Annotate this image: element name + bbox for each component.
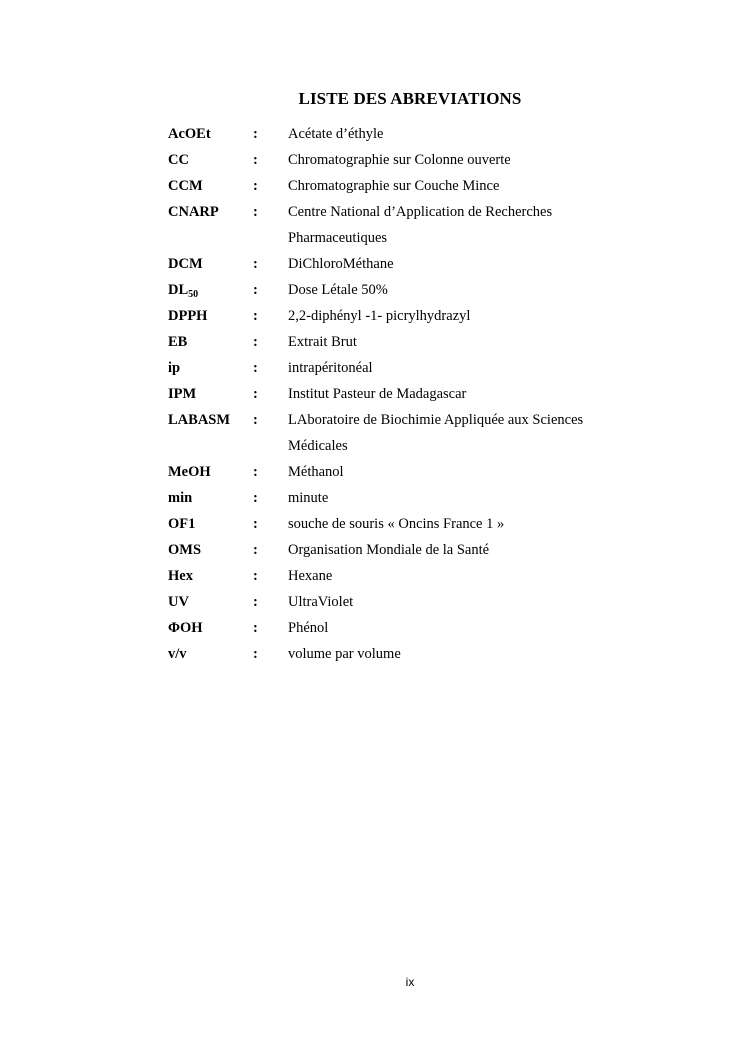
- separator-colon: :: [253, 386, 258, 402]
- separator-colon: :: [253, 594, 258, 610]
- abbreviation-row: [168, 254, 628, 280]
- abbreviation-term: [168, 280, 198, 300]
- abbreviation-list: [168, 124, 628, 670]
- abbreviation-term-text: DCM: [168, 256, 203, 272]
- abbreviation-row: [168, 488, 628, 514]
- abbreviation-definition: 2,2-diphényl -1- picrylhydrazyl: [288, 308, 471, 324]
- abbreviation-definition: Dose Létale 50%: [288, 282, 388, 298]
- abbreviation-row: [168, 410, 628, 436]
- abbreviation-definition: minute: [288, 490, 329, 506]
- abbreviation-term-text: ip: [168, 360, 181, 376]
- abbreviation-term: [168, 332, 187, 352]
- separator-colon: :: [253, 360, 258, 376]
- abbreviation-term: [168, 566, 193, 586]
- abbreviation-term-text: CCM: [168, 178, 203, 194]
- abbreviation-term-text: OF1: [168, 516, 196, 532]
- abbreviation-definition: Méthanol: [288, 464, 344, 480]
- abbreviation-term-text: DPPH: [168, 308, 208, 324]
- separator-colon: :: [253, 126, 258, 142]
- abbreviation-row: [168, 280, 628, 306]
- abbreviation-definition: LAboratoire de Biochimie Appliquée aux Sciences: [288, 412, 584, 428]
- abbreviation-term: [168, 410, 230, 430]
- abbreviation-definition: UltraViolet: [288, 594, 354, 610]
- abbreviation-term-text: min: [168, 490, 193, 506]
- abbreviation-term-text: v/v: [168, 646, 187, 662]
- abbreviation-term: [168, 150, 189, 170]
- abbreviation-definition: Chromatographie sur Couche Mince: [288, 178, 500, 194]
- abbreviation-term-text: OMS: [168, 542, 202, 558]
- abbreviation-row: [168, 566, 628, 592]
- abbreviation-term: [168, 488, 192, 508]
- abbreviation-term-text: ΦOH: [168, 620, 203, 636]
- abbreviation-row: [168, 514, 628, 540]
- abbreviation-definition: Extrait Brut: [288, 334, 357, 350]
- abbreviation-row: [168, 124, 628, 150]
- abbreviation-term: [168, 384, 196, 404]
- separator-colon: :: [253, 568, 258, 584]
- abbreviation-term: [168, 462, 211, 482]
- abbreviation-term: [168, 644, 187, 664]
- abbreviation-term-text: IPM: [168, 386, 197, 402]
- abbreviation-row-continuation: [168, 228, 628, 254]
- abbreviation-row: [168, 176, 628, 202]
- abbreviation-row-continuation: [168, 436, 628, 462]
- separator-colon: :: [253, 282, 258, 298]
- abbreviation-term-text: MeOH: [168, 464, 211, 480]
- abbreviation-definition: Organisation Mondiale de la Santé: [288, 542, 490, 558]
- page-title: LISTE DES ABREVIATIONS: [298, 89, 522, 108]
- abbreviation-definition: Médicales: [288, 438, 348, 454]
- abbreviation-definition: intrapéritonéal: [288, 360, 373, 376]
- abbreviation-row: [168, 384, 628, 410]
- separator-colon: :: [253, 256, 258, 272]
- abbreviation-row: [168, 618, 628, 644]
- abbreviation-term: [168, 176, 203, 196]
- separator-colon: :: [253, 490, 258, 506]
- abbreviation-subscript: 50: [188, 289, 199, 300]
- abbreviation-definition: souche de souris « Oncins France 1 »: [288, 516, 505, 532]
- separator-colon: :: [253, 646, 258, 662]
- abbreviation-definition: Pharmaceutiques: [288, 230, 388, 246]
- abbreviation-row: [168, 306, 628, 332]
- abbreviation-row: [168, 540, 628, 566]
- abbreviation-definition: Acétate d’éthyle: [288, 126, 384, 142]
- abbreviation-definition: volume par volume: [288, 646, 401, 662]
- abbreviation-term: [168, 540, 201, 560]
- abbreviation-row: [168, 462, 628, 488]
- abbreviation-term: [168, 514, 195, 534]
- abbreviation-term-text: AcOEt: [168, 126, 211, 142]
- abbreviation-definition: DiChloroMéthane: [288, 256, 394, 272]
- abbreviation-row: [168, 202, 628, 228]
- abbreviation-term: [168, 358, 180, 378]
- abbreviation-definition: Institut Pasteur de Madagascar: [288, 386, 467, 402]
- separator-colon: :: [253, 334, 258, 350]
- abbreviation-definition: Centre National d’Application de Recherches: [288, 204, 553, 220]
- abbreviation-definition: Hexane: [288, 568, 333, 584]
- abbreviation-definition: Chromatographie sur Colonne ouverte: [288, 152, 511, 168]
- separator-colon: :: [253, 308, 258, 324]
- abbreviation-term: [168, 124, 211, 144]
- abbreviation-definition: Phénol: [288, 620, 329, 636]
- separator-colon: :: [253, 412, 258, 428]
- abbreviation-term-text: CNARP: [168, 204, 219, 220]
- abbreviation-term: [168, 618, 203, 638]
- page-number: ix: [405, 975, 415, 989]
- separator-colon: :: [253, 620, 258, 636]
- separator-colon: :: [253, 516, 258, 532]
- abbreviation-row: [168, 592, 628, 618]
- abbreviation-term-text: CC: [168, 152, 189, 168]
- abbreviation-term: [168, 592, 189, 612]
- abbreviation-term-text: LABASM: [168, 412, 231, 428]
- abbreviation-term-text: DL: [168, 282, 189, 298]
- abbreviation-term: [168, 254, 203, 274]
- abbreviation-term: [168, 306, 207, 326]
- abbreviation-row: [168, 644, 628, 670]
- abbreviation-row: [168, 358, 628, 384]
- abbreviation-term-text: EB: [168, 334, 188, 350]
- separator-colon: :: [253, 542, 258, 558]
- abbreviation-term-text: Hex: [168, 568, 193, 584]
- abbreviation-term-text: UV: [168, 594, 189, 610]
- abbreviation-row: [168, 332, 628, 358]
- separator-colon: :: [253, 152, 258, 168]
- separator-colon: :: [253, 204, 258, 220]
- abbreviation-term: [168, 202, 219, 222]
- separator-colon: :: [253, 178, 258, 194]
- abbreviation-row: [168, 150, 628, 176]
- separator-colon: :: [253, 464, 258, 480]
